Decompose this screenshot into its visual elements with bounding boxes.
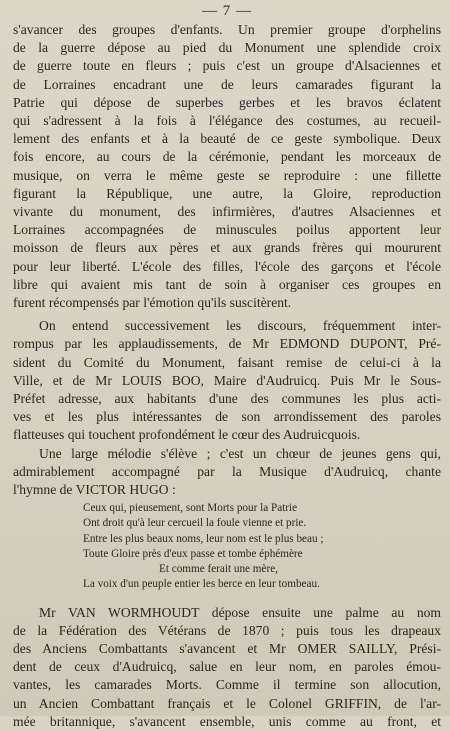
text-line: pour leur liberté. L'école des filles, l'école des garçons et l'école bbox=[13, 258, 441, 274]
text-line: ves et les plus intéressantes de son arrondissement des paroles bbox=[13, 409, 441, 425]
text-line: admirablement accompagné par la Musique d'Audruicq, chante bbox=[13, 463, 441, 479]
text-line: lement des enfants et à la beauté de ce geste symbolique. Deux bbox=[13, 131, 441, 147]
text-line: s'avancer des groupes d'enfants. Un premier groupe d'orphelins bbox=[13, 22, 441, 37]
poem-line: Entre les plus beaux noms, leur nom est le plus beau ; bbox=[83, 532, 324, 545]
poem-line: Toute Gloire près d'eux passe et tombe éphémère bbox=[83, 547, 303, 560]
text-line: vivante du monument, des infirmières, d'autres Alsaciennes et bbox=[13, 204, 441, 220]
paragraph-4 bbox=[13, 604, 441, 731]
text-line: de la guerre dépose au pied du Monument une splendide croix bbox=[13, 40, 441, 56]
text-line: musique, on verra le même geste se reproduire : une fillette bbox=[13, 167, 441, 183]
paragraph-3 bbox=[13, 445, 441, 500]
text-line: libre qui avaient mis tant de soin à organiser ces groupes en bbox=[13, 276, 441, 292]
paragraph-1 bbox=[13, 21, 441, 312]
paragraph-2 bbox=[13, 317, 441, 444]
text-line: vantes, les camarades Morts. Comme il termine son allocution, bbox=[13, 677, 441, 693]
text-line: Lorraines accompagnées de minuscules poilus apportent leur bbox=[13, 222, 441, 238]
text-line: mée britannique, s'avancent ensemble, unis comme au front, et bbox=[13, 713, 441, 729]
text-line: un Ancien Combattant français et le Colonel GRIFFIN, de l'ar- bbox=[13, 695, 441, 711]
text-line: Une large mélodie s'élève ; c'est un chœur de jeunes gens qui, bbox=[39, 445, 441, 461]
poem-line: Ont droit qu'à leur cercueil la foule vienne et prie. bbox=[83, 517, 307, 530]
text-line: de guerre toute en fleurs ; puis c'est un groupe d'Alsaciennes et bbox=[13, 58, 441, 74]
text-line: Préfet adresse, aux habitants d'une des communes les plus acti- bbox=[13, 391, 441, 407]
poem-line: La voix d'un peuple entier les berce en leur tombeau. bbox=[83, 578, 320, 591]
text-line: Patrie qui dépose de superbes gerbes et les bravos éclatent bbox=[13, 94, 441, 110]
text-line: moisson de fleurs aux pères et aux grands frères qui moururent bbox=[13, 240, 441, 256]
text-line: dent de ceux d'Audruicq, salue en leur nom, en paroles émou- bbox=[13, 659, 441, 675]
text-line: des Anciens Combattants s'avancent et Mr OMER SAILLY, Prési- bbox=[13, 640, 441, 656]
text-line: Mr VAN WORMHOUDT dépose ensuite une palme au nom bbox=[39, 604, 441, 620]
text-line: sident du Comité du Monument, faisant remise de celui-ci à la bbox=[13, 354, 441, 370]
text-line: de la Fédération des Vétérans de 1870 ; puis tous les drapeaux bbox=[13, 622, 441, 638]
text-line: figurant la République, une autre, la Gloire, reproduction bbox=[13, 185, 441, 201]
text-line: qui s'adressent à la fois à l'élégance des costumes, au recueil- bbox=[13, 113, 441, 129]
text-line: On entend successivement les discours, fréquemment inter- bbox=[39, 318, 441, 334]
text-line: l'hymne de VICTOR HUGO : bbox=[13, 482, 176, 498]
text-line: flatteuses qui touchent profondément le cœur des Audruicquois. bbox=[13, 427, 361, 443]
text-line: fois encore, au cours de la cérémonie, pendant les morceaux de bbox=[13, 149, 441, 165]
poem bbox=[13, 501, 441, 592]
text-line: furent récompensés par l'émotion qu'ils suscitèrent. bbox=[13, 295, 292, 311]
poem-line: Ceux qui, pieusement, sont Morts pour la Patrie bbox=[83, 502, 298, 515]
text-line: rompus par les applaudissements, de Mr EDMOND DUPONT, Pré- bbox=[13, 336, 441, 352]
text-line: de Lorraines encadrant une de leurs camarades figurant la bbox=[13, 76, 441, 92]
page-number: — 7 — bbox=[202, 3, 252, 19]
poem-line: Et comme ferait une mère, bbox=[159, 563, 278, 576]
text-line: Ville, et de Mr LOUIS BOO, Maire d'Audruicq. Puis Mr le Sous- bbox=[13, 372, 441, 388]
